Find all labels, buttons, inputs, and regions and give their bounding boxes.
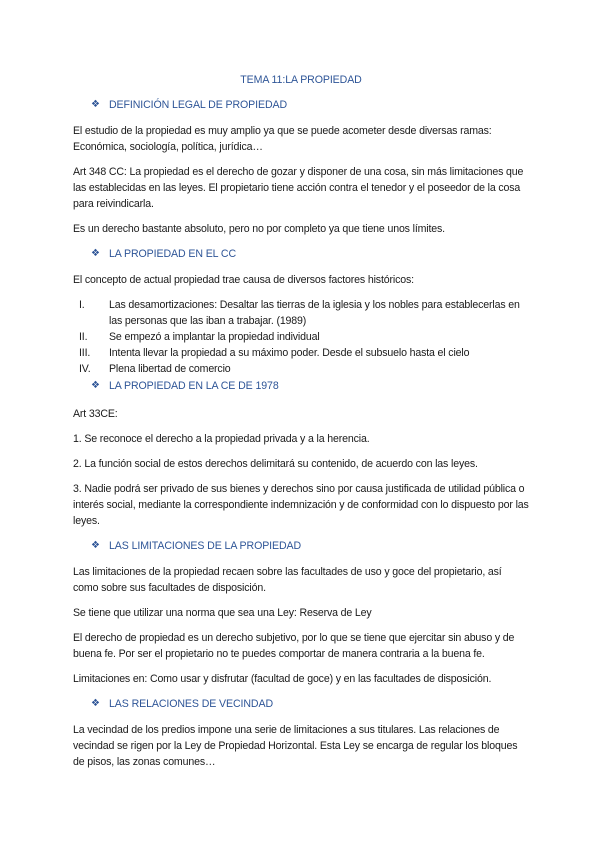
section-heading-label: DEFINICIÓN LEGAL DE PROPIEDAD (109, 99, 288, 111)
paragraph: 2. La función social de estos derechos delimitará su contenido, de acuerdo con las leyes. (73, 458, 478, 470)
document-page (73, 72, 529, 779)
diamond-bullet-icon: ❖ (91, 99, 100, 110)
list-item (73, 345, 529, 361)
section-heading-label: LAS RELACIONES DE VECINDAD (109, 698, 274, 710)
document-title: TEMA 11:LA PROPIEDAD (240, 74, 362, 86)
diamond-bullet-icon: ❖ (91, 380, 100, 391)
section-heading-definicion (73, 97, 529, 113)
paragraph: 3. Nadie podrá ser privado de sus bienes y derechos sino por causa justificada de utilidad pública o interés social, mediante la correspondiente indemnización y de conformidad con lo dispuesto por las leyes. (73, 483, 529, 527)
section-heading-ce (73, 378, 529, 394)
list-item-text: Plena libertad de comercio (109, 363, 231, 375)
list-item-text: Las desamortizaciones: Desaltar las tierras de la iglesia y los nobles para establecerlas en las personas que las iban a trabajar. (1989) (109, 299, 520, 327)
section-heading-label: LA PROPIEDAD EN EL CC (109, 248, 237, 260)
paragraph: Art 33CE: (73, 408, 118, 420)
section-heading-vecindad (73, 696, 529, 712)
section-heading-label: LAS LIMITACIONES DE LA PROPIEDAD (109, 540, 302, 552)
list-item-text: Se empezó a implantar la propiedad individual (109, 331, 320, 343)
section-heading-cc (73, 246, 529, 262)
paragraph: Las limitaciones de la propiedad recaen sobre las facultades de uso y goce del propietario, así como sobre sus facultades de disposición. (73, 566, 502, 594)
paragraph: Es un derecho bastante absoluto, pero no por completo ya que tiene unos límites. (73, 223, 445, 235)
paragraph: El estudio de la propiedad es muy amplio ya que se puede acometer desde diversas ramas: Económica, sociología, política, jurídica… (73, 125, 492, 153)
list-item-number: III. (79, 347, 91, 359)
list-item-number: IV. (79, 363, 91, 375)
list-item-number: I. (79, 299, 85, 311)
paragraph: Limitaciones en: Como usar y disfrutar (facultad de goce) y en las facultades de disposición. (73, 673, 492, 685)
section-heading-label: LA PROPIEDAD EN LA CE DE 1978 (109, 380, 279, 392)
list-item-number: II. (79, 331, 88, 343)
diamond-bullet-icon: ❖ (91, 698, 100, 709)
list-item (73, 361, 529, 377)
diamond-bullet-icon: ❖ (91, 540, 100, 551)
paragraph: 1. Se reconoce el derecho a la propiedad privada y a la herencia. (73, 433, 370, 445)
paragraph: Se tiene que utilizar una norma que sea una Ley: Reserva de Ley (73, 607, 372, 619)
section-heading-limitaciones (73, 538, 529, 554)
paragraph: El derecho de propiedad es un derecho subjetivo, por lo que se tiene que ejercitar sin abuso y de buena fe. Por ser el propietario no te puedes comportar de manera contraria a la buena fe. (73, 632, 515, 660)
paragraph: La vecindad de los predios impone una serie de limitaciones a sus titulares. Las relaciones de vecindad se rigen por la Ley de Propiedad Horizontal. Esta Ley se encarga de regular los bloques de pisos, las zonas comunes… (73, 724, 518, 768)
list-item (73, 297, 529, 329)
paragraph: El concepto de actual propiedad trae causa de diversos factores históricos: (73, 274, 414, 286)
list-item (73, 329, 529, 345)
paragraph: Art 348 CC: La propiedad es el derecho de gozar y disponer de una cosa, sin más limitaciones que las establecidas en las leyes. El propietario tiene acción contra el tenedor y el poseedor de la cosa para reivindicarla. (73, 166, 524, 210)
roman-numbered-list (73, 297, 529, 377)
list-item-text: Intenta llevar la propiedad a su máximo poder. Desde el subsuelo hasta el cielo (109, 347, 470, 359)
diamond-bullet-icon: ❖ (91, 248, 100, 259)
